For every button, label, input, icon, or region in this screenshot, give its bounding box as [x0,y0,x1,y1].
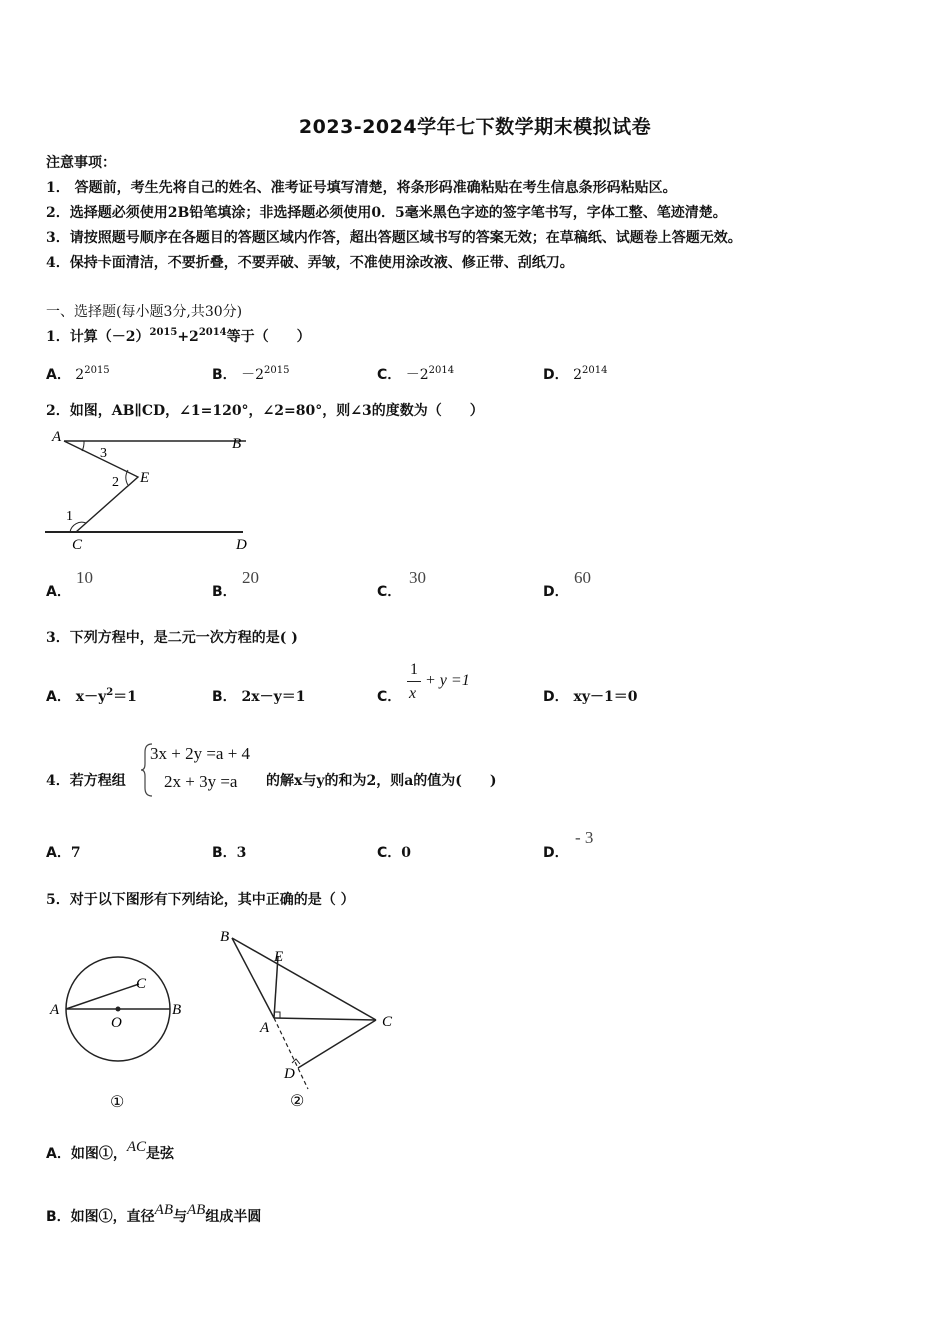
notice-item-1: 1． 答题前，考生先将自己的姓名、准考证号填写清楚，将条形码准确粘贴在考生信息条形码粘贴区。 [46,180,677,196]
question-2: 2．如图，AB∥CD，∠1=120°，∠2=80°，则∠3的度数为（ ） [46,403,484,419]
q3-option-c[interactable]: C． [377,689,402,705]
q1-prefix: 1．计算（－2） [46,329,150,345]
q3-option-b[interactable]: B． 2x－y＝1 [212,689,306,705]
q4-option-d-value: - 3 [575,828,594,847]
q3-option-d[interactable]: D． xy－1＝0 [543,689,638,705]
q4-suffix: 的解x与y的和为2，则a的值为( ) [266,773,497,789]
q5-figure-1 [44,945,194,1115]
section-heading: 一、选择题(每小题3分,共30分) [46,304,243,320]
q2-option-d[interactable]: D． [543,584,569,600]
label-d: D [236,537,247,553]
label-angle-1: 1 [66,509,73,524]
question-5: 5．对于以下图形有下列结论，其中正确的是（ ） [46,892,355,908]
q1-exp2: 2014 [198,327,227,338]
question-1 [46,326,311,346]
q2-option-a[interactable]: A． [46,584,71,600]
q3-c-denominator: x [409,685,417,702]
notice-heading: 注意事项： [46,155,116,171]
segment-ac [274,1018,376,1020]
label-e: E [140,470,150,486]
question-3: 3．下列方程中，是二元一次方程的是( ) [46,630,298,646]
label-a: A [52,429,62,445]
q2-option-b[interactable]: B． [212,584,237,600]
q3-c-numerator: 1 [410,661,418,678]
fig2-label-e: E [274,949,284,965]
q4-prefix: 4．若方程组 [46,773,126,789]
q2-option-d-value: 60 [574,568,591,587]
fig1-label-o: O [111,1015,122,1031]
q4-eq1: 3x + 2y =a + 4 [150,744,251,763]
q2-option-a-value: 10 [76,568,93,587]
q5-figure-2 [210,922,410,1117]
segment-cd [298,1020,376,1068]
q1-option-d[interactable]: D． $2^{2014}$ [543,365,608,383]
q1-suffix: 等于（ ） [226,329,311,345]
q4-option-c[interactable]: C．0 [377,845,412,861]
q2-option-c[interactable]: C． [377,584,402,600]
label-angle-3: 3 [100,446,107,461]
q2-figure [40,425,270,560]
center-dot [116,1007,121,1012]
fig1-label-b: B [172,1002,182,1018]
fig2-label-b: B [220,929,230,945]
q4-eq2: 2x + 3y =a [164,772,238,791]
q2-option-c-value: 30 [409,568,426,587]
label-b: B [232,436,242,452]
q1-option-a[interactable]: A． $2^{2015}$ [46,365,110,383]
fig1-caption: ① [110,1094,125,1111]
segment-ae [274,956,278,1018]
fig2-label-c: C [382,1014,393,1030]
q1-mid: +2 [177,329,199,345]
notice-item-2: 2．选择题必须使用2B铅笔填涂；非选择题必须使用0．5毫米黑色字迹的签字笔书写，字体工整、笔迹清楚。 [46,205,727,221]
notice-item-3: 3．请按照题号顺序在各题目的答题区域内作答，超出答题区域书写的答案无效；在草稿纸、试题卷上答题无效。 [46,230,742,246]
q4-option-d[interactable]: D． [543,845,569,861]
chord-ac [66,984,139,1009]
q1-exp1: 2015 [149,327,178,338]
q2-option-b-value: 20 [242,568,259,587]
fig1-label-a: A [50,1002,60,1018]
q5-option-b[interactable]: B．如图①，直径AB与AB组成半圆 [46,1202,262,1225]
notice-item-4: 4．保持卡面清洁，不要折叠，不要弄破、弄皱，不准使用涂改液、修正带、刮纸刀。 [46,255,574,271]
fig1-label-c: C [136,976,147,992]
q4-option-b[interactable]: B．3 [212,845,247,861]
q3-c-rest: + y =1 [425,672,470,689]
label-c: C [72,537,83,553]
q3-c-fraction-bar [407,681,421,682]
fig2-caption: ② [290,1093,305,1110]
q3-option-a[interactable]: A． $x-y^2=1$ [46,687,137,705]
page-title: 2023-2024学年七下数学期末模拟试卷 [298,116,652,138]
fig2-label-a: A [260,1020,270,1036]
q1-option-c[interactable]: C． $-2^{2014}$ [377,365,455,383]
angle-3-arc [82,441,84,451]
q4-option-a[interactable]: A．7 [46,845,81,861]
q5-option-a[interactable]: A．如图①，AC是弦 [46,1139,175,1162]
label-angle-2: 2 [112,475,119,490]
q1-option-b[interactable]: B． $-2^{2015}$ [212,365,290,383]
fig2-label-d: D [284,1066,295,1082]
